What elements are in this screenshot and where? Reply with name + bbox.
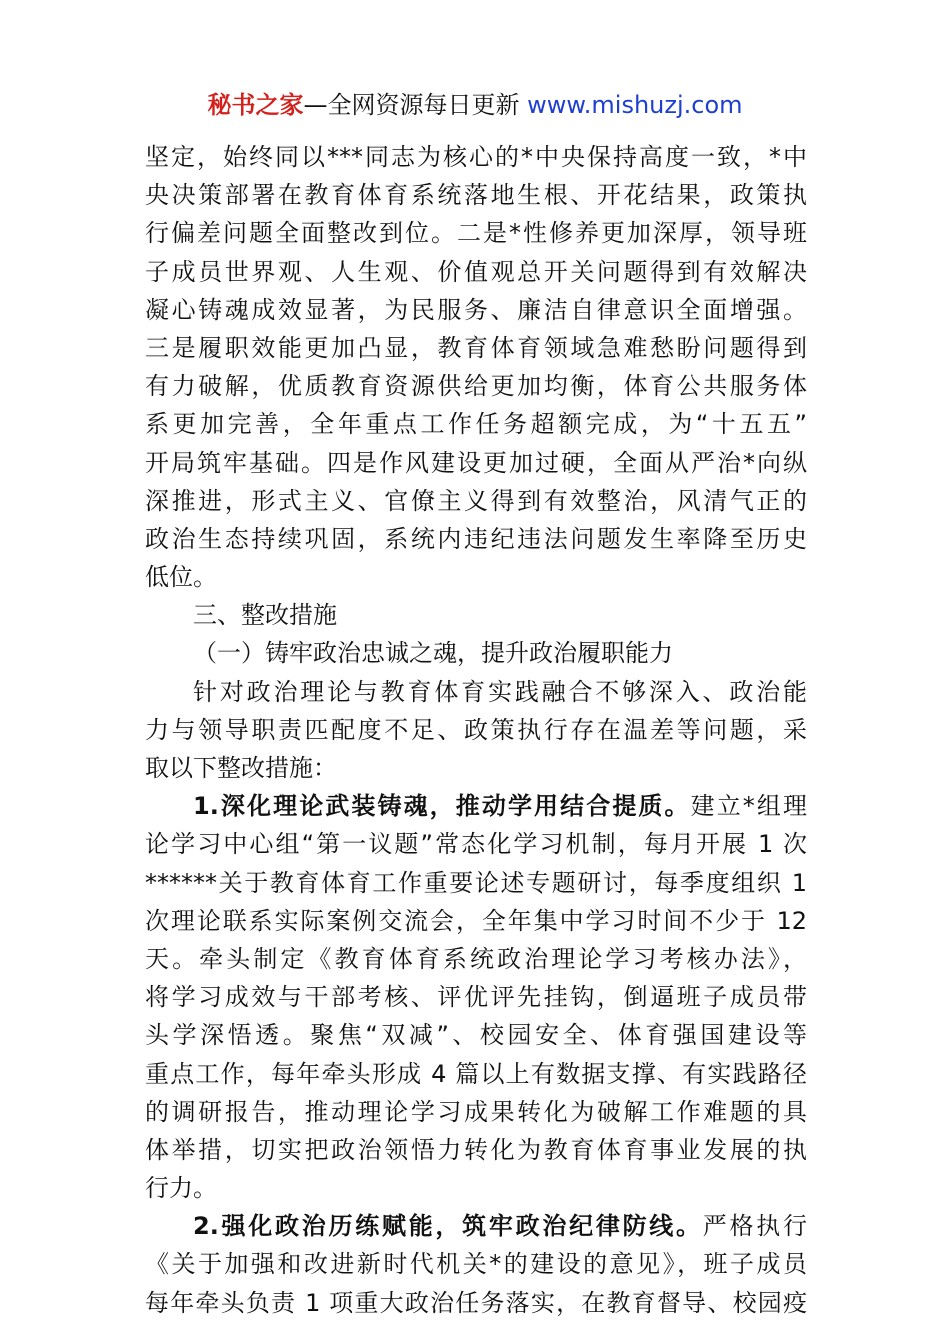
text-line — [145, 596, 807, 634]
line-text: 系更加完善，全年重点工作任务超额完成，为“十五五” — [145, 410, 807, 439]
line-text: （一）铸牢政治忠诚之魂，提升政治履职能力 — [193, 639, 673, 668]
line-text: 三、整改措施 — [193, 601, 337, 630]
line-text: 建立*组理 — [690, 792, 807, 821]
text-line — [145, 978, 807, 1016]
text-line — [145, 520, 807, 558]
line-text: 三是履职效能更加凸显，教育体育领域急难愁盼问题得到 — [145, 333, 807, 362]
text-line — [145, 176, 807, 214]
text-line — [145, 405, 807, 443]
line-text: 的调研报告，推动理论学习成果转化为破解工作难题的具 — [145, 1097, 807, 1126]
line-text: 有力破解，优质教育资源供给更加均衡，体育公共服务体 — [145, 372, 807, 401]
text-line — [145, 1131, 807, 1169]
line-text: 凝心铸魂成效显著，为民服务、廉洁自律意识全面增强。 — [145, 295, 807, 324]
text-line — [145, 253, 807, 291]
line-text: 体举措，切实把政治领悟力转化为教育体育事业发展的执 — [145, 1135, 807, 1164]
line-text: 取以下整改措施： — [145, 754, 337, 782]
text-line — [145, 1169, 807, 1207]
text-line — [145, 329, 807, 367]
line-text: 低位。 — [145, 563, 217, 592]
line-text: 每年牵头负责 1 项重大政治任务落实，在教育督导、校园疫 — [145, 1288, 807, 1317]
line-text: 政治生态持续巩固，系统内违纪违法问题发生率降至历史 — [145, 524, 807, 553]
brand-name: 秘书之家 — [207, 91, 304, 119]
line-text: 央决策部署在教育体育系统落地生根、开花结果，政策执 — [145, 181, 807, 210]
text-line — [145, 673, 807, 711]
line-text: 头学深悟透。聚焦“双减”、校园安全、体育强国建设等 — [145, 1021, 807, 1050]
line-text: 力与领导职责匹配度不足、政策执行存在温差等问题，采 — [145, 715, 807, 744]
site-url-link[interactable]: www.mishuzj.com — [527, 91, 743, 119]
text-line — [145, 634, 807, 672]
document-body — [145, 138, 807, 1318]
text-line — [145, 1016, 807, 1054]
text-line — [145, 444, 807, 482]
header-tagline: —全网资源每日更新 — [303, 91, 528, 119]
bold-heading: 1.深化理论武装铸魂，推动学用结合提质。 — [193, 792, 691, 821]
text-line — [145, 825, 807, 863]
line-text: 将学习成效与干部考核、评优评先挂钩，倒逼班子成员带 — [145, 983, 807, 1012]
line-text: 天。牵头制定《教育体育系统政治理论学习考核办法》， — [145, 944, 807, 973]
text-line — [145, 1055, 807, 1093]
line-text: 子成员世界观、人生观、价值观总开关问题得到有效解决 — [145, 257, 807, 286]
line-text: 重点工作，每年牵头形成 4 篇以上有数据支撑、有实践路径 — [145, 1059, 807, 1088]
text-line — [145, 787, 807, 825]
bold-heading: 2.强化政治历练赋能，筑牢政治纪律防线。 — [193, 1212, 703, 1241]
site-header — [0, 88, 950, 122]
line-text: 严格执行 — [702, 1212, 807, 1241]
text-line — [145, 1207, 807, 1245]
text-line — [145, 138, 807, 176]
line-text: 坚定，始终同以***同志为核心的*中央保持高度一致，*中 — [145, 143, 807, 171]
line-text: 行力。 — [145, 1174, 217, 1203]
text-line — [145, 367, 807, 405]
text-line — [145, 1284, 807, 1318]
line-text: 深推进，形式主义、官僚主义得到有效整治，风清气正的 — [145, 486, 807, 515]
text-line — [145, 940, 807, 978]
text-line — [145, 558, 807, 596]
line-text: 针对政治理论与教育体育实践融合不够深入、政治能 — [193, 677, 807, 706]
text-line — [145, 214, 807, 252]
text-line — [145, 902, 807, 940]
line-text: 次理论联系实际案例交流会，全年集中学习时间不少于 12 — [145, 906, 807, 935]
line-text: 行偏差问题全面整改到位。二是*性修养更加深厚，领导班 — [145, 219, 807, 248]
text-line — [145, 864, 807, 902]
text-line — [145, 1093, 807, 1131]
line-text: 开局筑牢基础。四是作风建设更加过硬，全面从严治*向纵 — [145, 448, 807, 477]
text-line — [145, 749, 807, 787]
line-text: 论学习中心组“第一议题”常态化学习机制，每月开展 1 次 — [145, 830, 807, 859]
text-line — [145, 482, 807, 520]
line-text: ******关于教育体育工作重要论述专题研讨，每季度组织 1 — [145, 868, 807, 897]
line-text: 《关于加强和改进新时代机关*的建设的意见》，班子成员 — [145, 1250, 807, 1279]
text-line — [145, 1245, 807, 1283]
text-line — [145, 711, 807, 749]
text-line — [145, 291, 807, 329]
